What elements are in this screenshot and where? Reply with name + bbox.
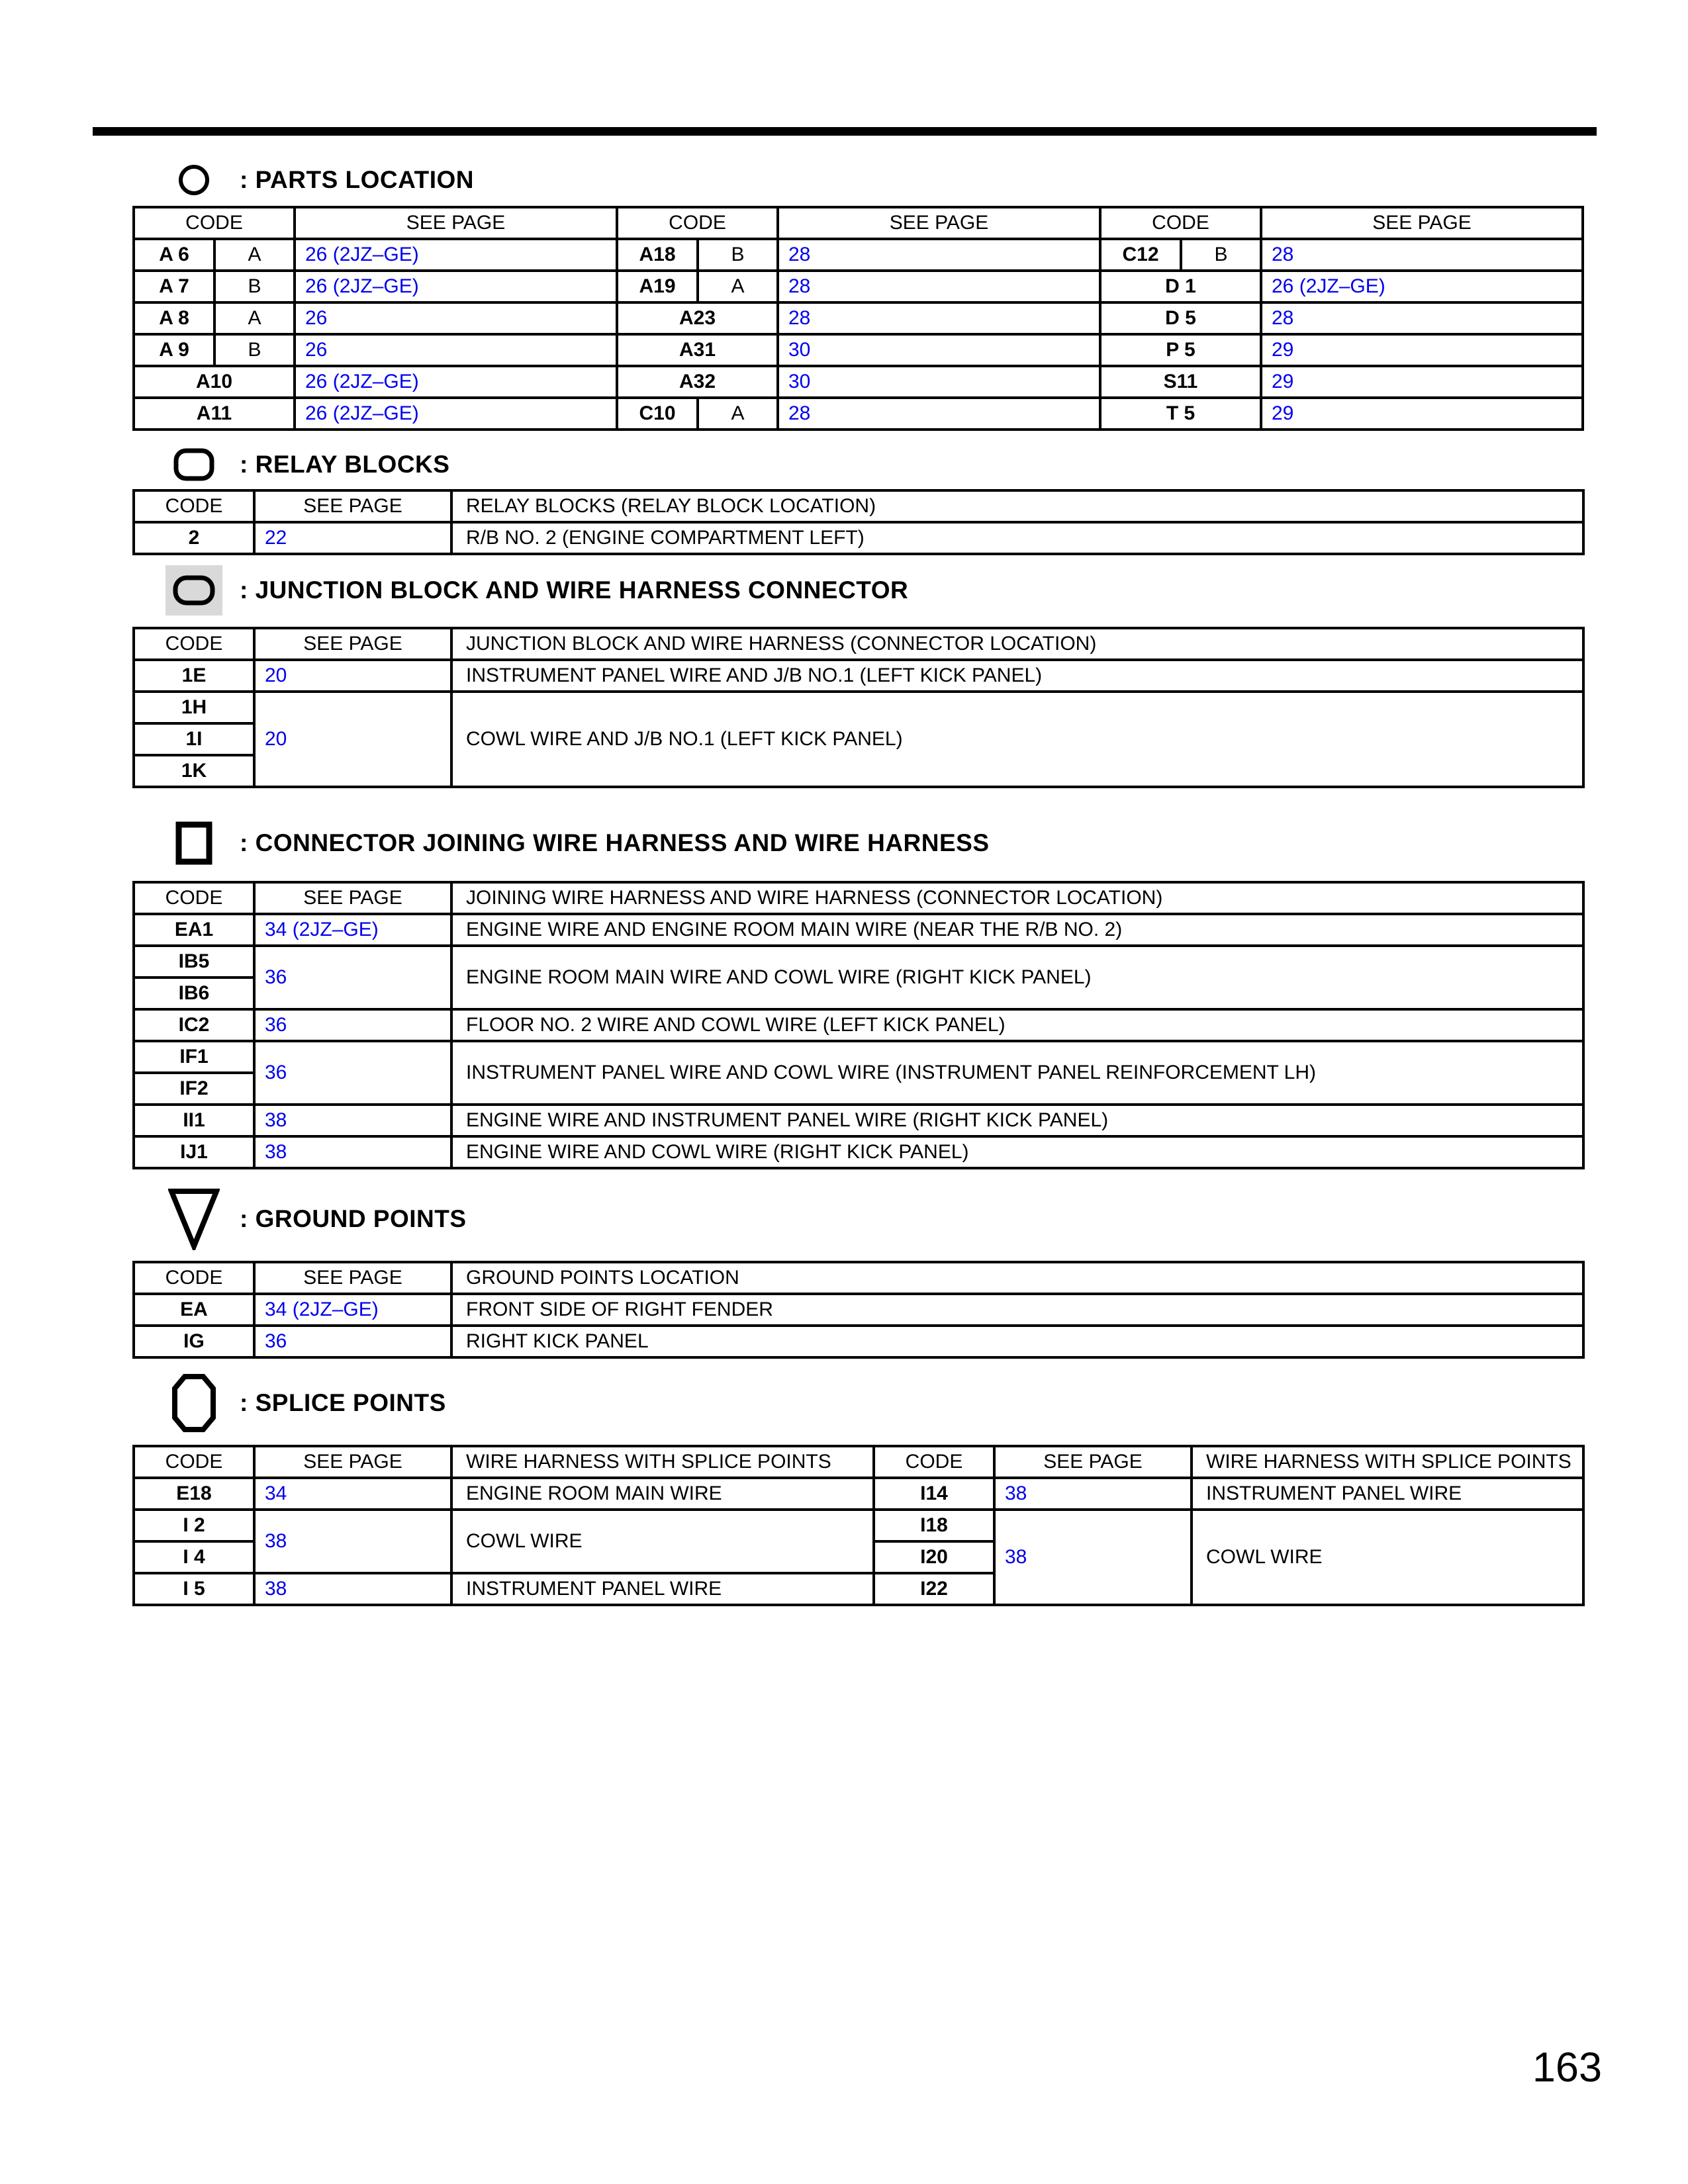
table-row xyxy=(134,1136,1583,1168)
cell-code: I 4 xyxy=(134,1541,254,1573)
column-header: CODE xyxy=(134,1446,254,1478)
cell-page-link[interactable]: 36 xyxy=(254,1326,451,1357)
section-header xyxy=(132,1185,1582,1253)
column-header: CODE xyxy=(134,1262,254,1294)
cell-desc: ENGINE WIRE AND INSTRUMENT PANEL WIRE (RIGHT KICK PANEL) xyxy=(451,1105,1583,1136)
header-row xyxy=(134,1446,1583,1478)
cell-code: C12 xyxy=(1100,239,1181,271)
cell-code: A23 xyxy=(617,302,778,334)
icon-slot xyxy=(158,1374,230,1432)
cell-code: A19 xyxy=(617,271,698,302)
cell-code: IC2 xyxy=(134,1009,254,1041)
section-title: : SPLICE POINTS xyxy=(240,1389,446,1416)
column-header: SEE PAGE xyxy=(254,882,451,914)
table-row xyxy=(134,1478,1583,1510)
cell-page-link[interactable]: 38 xyxy=(254,1573,451,1605)
section-header xyxy=(132,562,1582,619)
cell-code: T 5 xyxy=(1100,398,1261,430)
column-header: SEE PAGE xyxy=(254,628,451,660)
column-header: WIRE HARNESS WITH SPLICE POINTS xyxy=(1192,1446,1583,1478)
icon-slot xyxy=(158,448,230,481)
cell-code: I18 xyxy=(874,1510,994,1541)
header-row xyxy=(134,490,1583,522)
cell-desc: ENGINE ROOM MAIN WIRE AND COWL WIRE (RIGHT KICK PANEL) xyxy=(451,946,1583,1009)
table-row xyxy=(134,239,1583,271)
table-row xyxy=(134,660,1583,692)
table-row xyxy=(134,914,1583,946)
section-junction-block xyxy=(132,562,1582,788)
cell-code: E18 xyxy=(134,1478,254,1510)
cell-page-link[interactable]: 30 xyxy=(778,334,1100,366)
cell-page-link[interactable]: 34 (2JZ–GE) xyxy=(254,914,451,946)
cell-code: IB6 xyxy=(134,978,254,1009)
header-row xyxy=(134,628,1583,660)
header-row xyxy=(134,882,1583,914)
cell-page-link[interactable]: 38 xyxy=(994,1478,1192,1510)
table-row xyxy=(134,946,1583,978)
column-header: CODE xyxy=(134,490,254,522)
cell-desc: ENGINE ROOM MAIN WIRE xyxy=(451,1478,874,1510)
column-header: CODE xyxy=(134,207,295,239)
octagon-icon xyxy=(172,1374,216,1432)
icon-slot xyxy=(158,565,230,615)
column-header: CODE xyxy=(134,628,254,660)
column-header: SEE PAGE xyxy=(295,207,617,239)
triangle-icon xyxy=(168,1188,220,1250)
cell-code: I22 xyxy=(874,1573,994,1605)
ground-points-table xyxy=(132,1261,1585,1359)
table-row xyxy=(134,366,1583,398)
section-header xyxy=(132,445,1582,484)
cell-sub: B xyxy=(214,271,295,302)
section-title: : CONNECTOR JOINING WIRE HARNESS AND WIRE HARNESS xyxy=(240,829,990,856)
section-ground-points xyxy=(132,1185,1582,1359)
cell-code: A10 xyxy=(134,366,295,398)
cell-code: EA1 xyxy=(134,914,254,946)
column-header: GROUND POINTS LOCATION xyxy=(451,1262,1583,1294)
section-relay-blocks xyxy=(132,445,1582,555)
table-row xyxy=(134,522,1583,554)
cell-code: A 7 xyxy=(134,271,214,302)
cell-page-link[interactable]: 34 (2JZ–GE) xyxy=(254,1294,451,1326)
cell-desc: INSTRUMENT PANEL WIRE AND J/B NO.1 (LEFT KICK PANEL) xyxy=(451,660,1583,692)
column-header: CODE xyxy=(1100,207,1261,239)
cell-page-link[interactable]: 38 xyxy=(994,1510,1192,1605)
cell-code: I14 xyxy=(874,1478,994,1510)
cell-code: A 6 xyxy=(134,239,214,271)
cell-desc: COWL WIRE AND J/B NO.1 (LEFT KICK PANEL) xyxy=(451,692,1583,787)
relay-blocks-table xyxy=(132,489,1585,555)
cell-code: IF2 xyxy=(134,1073,254,1105)
cell-code: A32 xyxy=(617,366,778,398)
column-header: SEE PAGE xyxy=(778,207,1100,239)
cell-code: D 1 xyxy=(1100,271,1261,302)
cell-page-link[interactable]: 28 xyxy=(778,398,1100,430)
cell-code: 2 xyxy=(134,522,254,554)
table-row xyxy=(134,334,1583,366)
header-row xyxy=(134,1262,1583,1294)
table-row xyxy=(134,1009,1583,1041)
cell-code: EA xyxy=(134,1294,254,1326)
cell-code: I 5 xyxy=(134,1573,254,1605)
splice-points-table xyxy=(132,1445,1585,1606)
rounded-rect-icon xyxy=(173,448,214,481)
cell-sub: A xyxy=(214,302,295,334)
table-row xyxy=(134,1105,1583,1136)
cell-page-link[interactable]: 34 xyxy=(254,1478,451,1510)
cell-code: IF1 xyxy=(134,1041,254,1073)
section-header xyxy=(132,815,1582,872)
cell-sub: A xyxy=(214,239,295,271)
section-title: : PARTS LOCATION xyxy=(240,166,474,193)
circle-icon xyxy=(178,164,210,196)
table-row xyxy=(134,1294,1583,1326)
column-header: SEE PAGE xyxy=(254,1262,451,1294)
cell-page-link[interactable]: 26 (2JZ–GE) xyxy=(295,239,617,271)
cell-page-link[interactable]: 29 xyxy=(1261,334,1583,366)
cell-page-link[interactable]: 26 (2JZ–GE) xyxy=(295,398,617,430)
table-row xyxy=(134,1326,1583,1357)
section-header xyxy=(132,1369,1582,1437)
cell-code: A 9 xyxy=(134,334,214,366)
connector-joining-table xyxy=(132,881,1585,1169)
cell-page-link[interactable]: 26 (2JZ–GE) xyxy=(295,271,617,302)
cell-code: 1H xyxy=(134,692,254,723)
page-content xyxy=(132,154,1582,1606)
cell-code: A18 xyxy=(617,239,698,271)
cell-code: I20 xyxy=(874,1541,994,1573)
icon-slot xyxy=(158,1188,230,1250)
table-row xyxy=(134,398,1583,430)
cell-desc: COWL WIRE xyxy=(1192,1510,1583,1605)
cell-code: II1 xyxy=(134,1105,254,1136)
cell-code: 1E xyxy=(134,660,254,692)
cell-page-link[interactable]: 26 (2JZ–GE) xyxy=(295,366,617,398)
cell-desc: INSTRUMENT PANEL WIRE xyxy=(1192,1478,1583,1510)
header-row xyxy=(134,207,1583,239)
cell-page-link[interactable]: 26 xyxy=(295,334,617,366)
junction-block-table xyxy=(132,627,1585,788)
cell-desc: RIGHT KICK PANEL xyxy=(451,1326,1583,1357)
cell-desc: ENGINE WIRE AND COWL WIRE (RIGHT KICK PANEL) xyxy=(451,1136,1583,1168)
section-title: : RELAY BLOCKS xyxy=(240,451,450,478)
cell-desc: FLOOR NO. 2 WIRE AND COWL WIRE (LEFT KICK PANEL) xyxy=(451,1009,1583,1041)
cell-page-link[interactable]: 38 xyxy=(254,1136,451,1168)
table-row xyxy=(134,1510,1583,1541)
icon-slot xyxy=(158,164,230,196)
table-row xyxy=(134,271,1583,302)
cell-page-link[interactable]: 38 xyxy=(254,1105,451,1136)
column-header: SEE PAGE xyxy=(994,1446,1192,1478)
parts-location-table xyxy=(132,206,1584,431)
cell-desc: INSTRUMENT PANEL WIRE AND COWL WIRE (INSTRUMENT PANEL REINFORCEMENT LH) xyxy=(451,1041,1583,1105)
section-splice-points xyxy=(132,1369,1582,1606)
table-row xyxy=(134,302,1583,334)
cell-code: IB5 xyxy=(134,946,254,978)
cell-desc: ENGINE WIRE AND ENGINE ROOM MAIN WIRE (NEAR THE R/B NO. 2) xyxy=(451,914,1583,946)
cell-page-link[interactable]: 22 xyxy=(254,522,451,554)
cell-desc: FRONT SIDE OF RIGHT FENDER xyxy=(451,1294,1583,1326)
column-header: WIRE HARNESS WITH SPLICE POINTS xyxy=(451,1446,874,1478)
column-header: JUNCTION BLOCK AND WIRE HARNESS (CONNECTOR LOCATION) xyxy=(451,628,1583,660)
cell-page-link[interactable]: 29 xyxy=(1261,366,1583,398)
column-header: JOINING WIRE HARNESS AND WIRE HARNESS (CONNECTOR LOCATION) xyxy=(451,882,1583,914)
cell-page-link[interactable]: 29 xyxy=(1261,398,1583,430)
icon-gray-background xyxy=(165,565,222,615)
column-header: CODE xyxy=(617,207,778,239)
cell-code: IG xyxy=(134,1326,254,1357)
cell-page-link[interactable]: 36 xyxy=(254,946,451,1009)
square-icon xyxy=(175,821,212,865)
cell-code: I 2 xyxy=(134,1510,254,1541)
cell-page-link[interactable]: 28 xyxy=(778,239,1100,271)
table-row xyxy=(134,692,1583,723)
cell-sub: A xyxy=(698,271,778,302)
cell-sub: B xyxy=(698,239,778,271)
cell-code: 1K xyxy=(134,755,254,787)
cell-sub: B xyxy=(214,334,295,366)
cell-code: IJ1 xyxy=(134,1136,254,1168)
cell-code: 1I xyxy=(134,723,254,755)
column-header: CODE xyxy=(134,882,254,914)
column-header: SEE PAGE xyxy=(254,1446,451,1478)
section-parts-location xyxy=(132,154,1582,431)
page-number: 163 xyxy=(1532,2044,1602,2091)
cell-page-link[interactable]: 20 xyxy=(254,692,451,787)
cell-page-link[interactable]: 36 xyxy=(254,1041,451,1105)
table-row xyxy=(134,1041,1583,1073)
cell-code: C10 xyxy=(617,398,698,430)
cell-code: A31 xyxy=(617,334,778,366)
cell-page-link[interactable]: 28 xyxy=(778,302,1100,334)
cell-page-link[interactable]: 38 xyxy=(254,1510,451,1573)
cell-page-link[interactable]: 30 xyxy=(778,366,1100,398)
column-header: CODE xyxy=(874,1446,994,1478)
section-title: : GROUND POINTS xyxy=(240,1205,467,1232)
cell-code: P 5 xyxy=(1100,334,1261,366)
section-header xyxy=(132,154,1582,206)
cell-desc: R/B NO. 2 (ENGINE COMPARTMENT LEFT) xyxy=(451,522,1583,554)
cell-page-link[interactable]: 28 xyxy=(778,271,1100,302)
section-title: : JUNCTION BLOCK AND WIRE HARNESS CONNECTOR xyxy=(240,576,909,604)
cell-code: D 5 xyxy=(1100,302,1261,334)
column-header: SEE PAGE xyxy=(254,490,451,522)
cell-page-link[interactable]: 28 xyxy=(1261,239,1583,271)
cell-desc: INSTRUMENT PANEL WIRE xyxy=(451,1573,874,1605)
section-connector-joining xyxy=(132,815,1582,1169)
cell-code: A11 xyxy=(134,398,295,430)
cell-desc: COWL WIRE xyxy=(451,1510,874,1573)
cell-code: A 8 xyxy=(134,302,214,334)
header-rule xyxy=(93,127,1597,136)
cell-sub: B xyxy=(1181,239,1261,271)
junction-rounded-rect-icon xyxy=(173,575,215,606)
column-header: RELAY BLOCKS (RELAY BLOCK LOCATION) xyxy=(451,490,1583,522)
cell-page-link[interactable]: 26 (2JZ–GE) xyxy=(1261,271,1583,302)
icon-slot xyxy=(158,821,230,865)
cell-code: S11 xyxy=(1100,366,1261,398)
cell-page-link[interactable]: 20 xyxy=(254,660,451,692)
cell-page-link[interactable]: 26 xyxy=(295,302,617,334)
cell-sub: A xyxy=(698,398,778,430)
cell-page-link[interactable]: 28 xyxy=(1261,302,1583,334)
column-header: SEE PAGE xyxy=(1261,207,1583,239)
cell-page-link[interactable]: 36 xyxy=(254,1009,451,1041)
